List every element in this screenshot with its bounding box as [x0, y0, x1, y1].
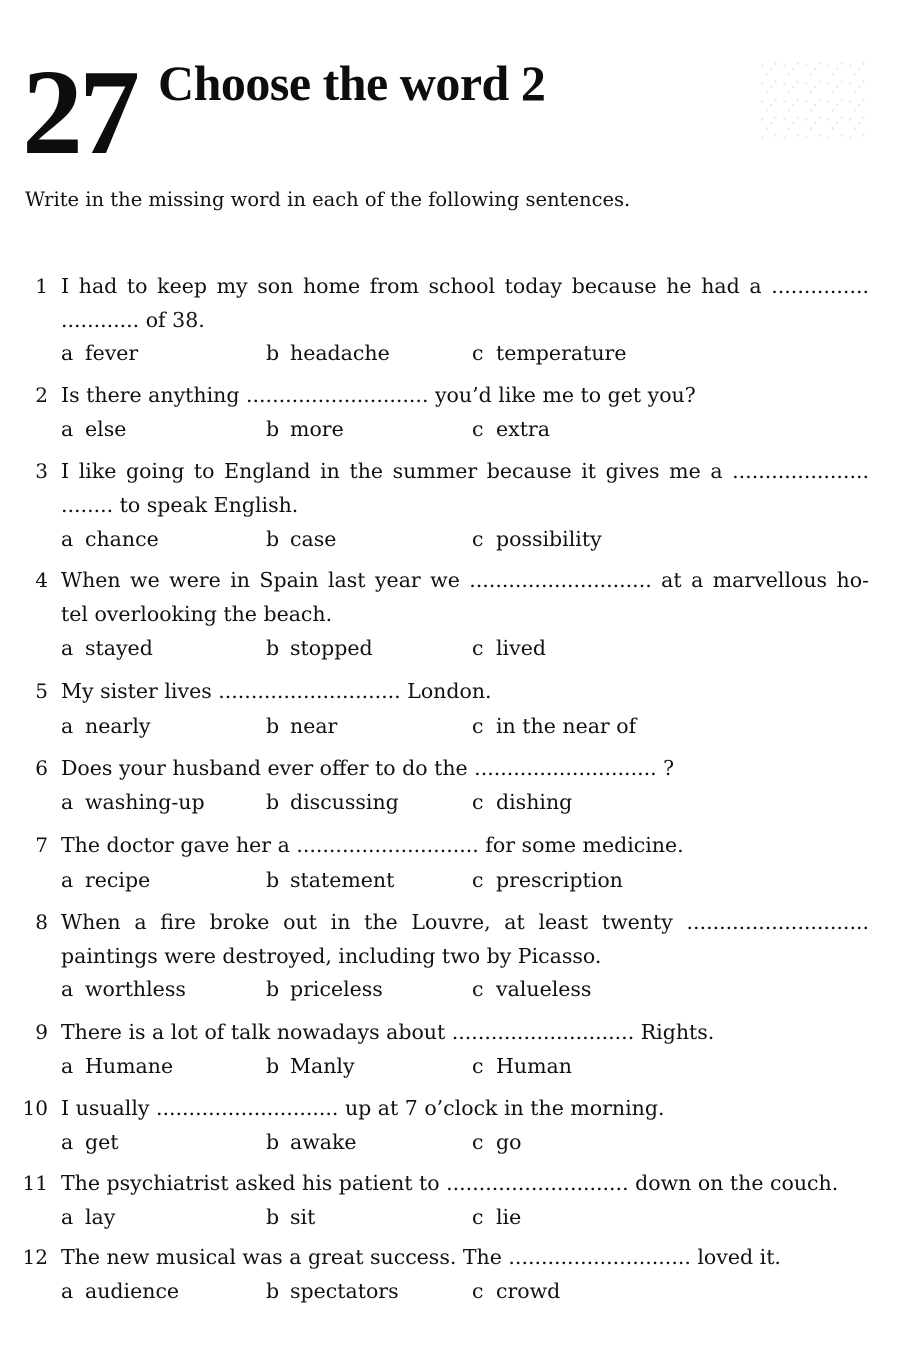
option-c[interactable]: c crowd [472, 1279, 561, 1303]
question-line-1: Is there anything ............................ you’d like me to get you? [61, 383, 696, 407]
option-b[interactable]: b discussing [266, 790, 399, 814]
option-a[interactable]: a recipe [61, 868, 151, 892]
option-a[interactable]: a else [61, 417, 127, 441]
question-text [61, 905, 869, 973]
unit-number: 27 [22, 45, 136, 180]
question-line-1: I had to keep my son home from school today because he had a ............... [61, 274, 869, 298]
option-a[interactable]: a get [61, 1130, 119, 1154]
question-number: 2 [35, 383, 48, 407]
option-a[interactable]: a washing-up [61, 790, 205, 814]
question-line-2: tel overlooking the beach. [61, 602, 333, 626]
question-line-1: The new musical was a great success. The ............................ loved it. [61, 1245, 781, 1269]
option-b[interactable]: b headache [266, 341, 390, 365]
option-c[interactable]: c lived [472, 636, 546, 660]
option-a[interactable]: a lay [61, 1205, 116, 1229]
question-text [61, 563, 869, 631]
option-c[interactable]: c in the near of [472, 714, 637, 738]
question-line-1: When a fire broke out in the Louvre, at least twenty ............................ [61, 910, 869, 934]
option-b[interactable]: b spectators [266, 1279, 399, 1303]
question-line-1: There is a lot of talk nowadays about ............................ Rights. [61, 1020, 715, 1044]
option-c[interactable]: c dishing [472, 790, 573, 814]
option-b[interactable]: b case [266, 527, 337, 551]
instructions: Write in the missing word in each of the following sentences. [25, 188, 631, 211]
question-text [61, 269, 869, 337]
option-b[interactable]: b statement [266, 868, 395, 892]
option-c[interactable]: c go [472, 1130, 522, 1154]
question-number: 7 [35, 833, 48, 857]
option-b[interactable]: b awake [266, 1130, 357, 1154]
question-number: 11 [22, 1171, 48, 1195]
question-line-1: Does your husband ever offer to do the ............................ ? [61, 756, 675, 780]
option-b[interactable]: b sit [266, 1205, 316, 1229]
question-number: 4 [35, 568, 48, 592]
question-number: 1 [35, 274, 48, 298]
scan-noise [758, 60, 868, 140]
option-a[interactable]: a audience [61, 1279, 180, 1303]
question-line-1: My sister lives ............................ London. [61, 679, 492, 703]
page-title: Choose the word 2 [158, 55, 546, 111]
option-c[interactable]: c valueless [472, 977, 592, 1001]
option-a[interactable]: a stayed [61, 636, 153, 660]
option-a[interactable]: a nearly [61, 714, 151, 738]
question-line-2: ........ to speak English. [61, 493, 299, 517]
option-a[interactable]: a chance [61, 527, 159, 551]
option-a[interactable]: a Humane [61, 1054, 174, 1078]
option-b[interactable]: b priceless [266, 977, 383, 1001]
question-text [61, 751, 869, 785]
question-number: 3 [35, 459, 48, 483]
option-b[interactable]: b stopped [266, 636, 373, 660]
question-text [61, 454, 869, 522]
question-line-1: The doctor gave her a ............................ for some medicine. [61, 833, 684, 857]
question-number: 12 [22, 1245, 48, 1269]
option-c[interactable]: c temperature [472, 341, 627, 365]
option-a[interactable]: a worthless [61, 977, 186, 1001]
question-line-1: I usually ............................ up at 7 o’clock in the morning. [61, 1096, 665, 1120]
question-text [61, 378, 869, 412]
question-line-1: I like going to England in the summer because it gives me a ..................... [61, 459, 869, 483]
question-line-1: When we were in Spain last year we ............................ at a marvellous ho- [61, 568, 869, 592]
question-number: 9 [35, 1020, 48, 1044]
question-line-2: ............ of 38. [61, 308, 205, 332]
option-c[interactable]: c prescription [472, 868, 623, 892]
question-number: 6 [35, 756, 48, 780]
option-b[interactable]: b near [266, 714, 338, 738]
option-a[interactable]: a fever [61, 341, 139, 365]
option-c[interactable]: c extra [472, 417, 550, 441]
question-line-1: The psychiatrist asked his patient to ............................ down on the couch. [61, 1171, 839, 1195]
question-number: 5 [35, 679, 48, 703]
question-number: 8 [35, 910, 48, 934]
question-text [61, 1091, 869, 1125]
option-c[interactable]: c lie [472, 1205, 522, 1229]
question-line-2: paintings were destroyed, including two by Picasso. [61, 944, 602, 968]
option-b[interactable]: b Manly [266, 1054, 355, 1078]
option-c[interactable]: c Human [472, 1054, 572, 1078]
question-number: 10 [22, 1096, 48, 1120]
question-text [61, 674, 869, 708]
question-text [61, 1166, 869, 1200]
question-text [61, 828, 869, 862]
option-c[interactable]: c possibility [472, 527, 602, 551]
question-text [61, 1015, 869, 1049]
question-text [61, 1240, 869, 1274]
option-b[interactable]: b more [266, 417, 344, 441]
